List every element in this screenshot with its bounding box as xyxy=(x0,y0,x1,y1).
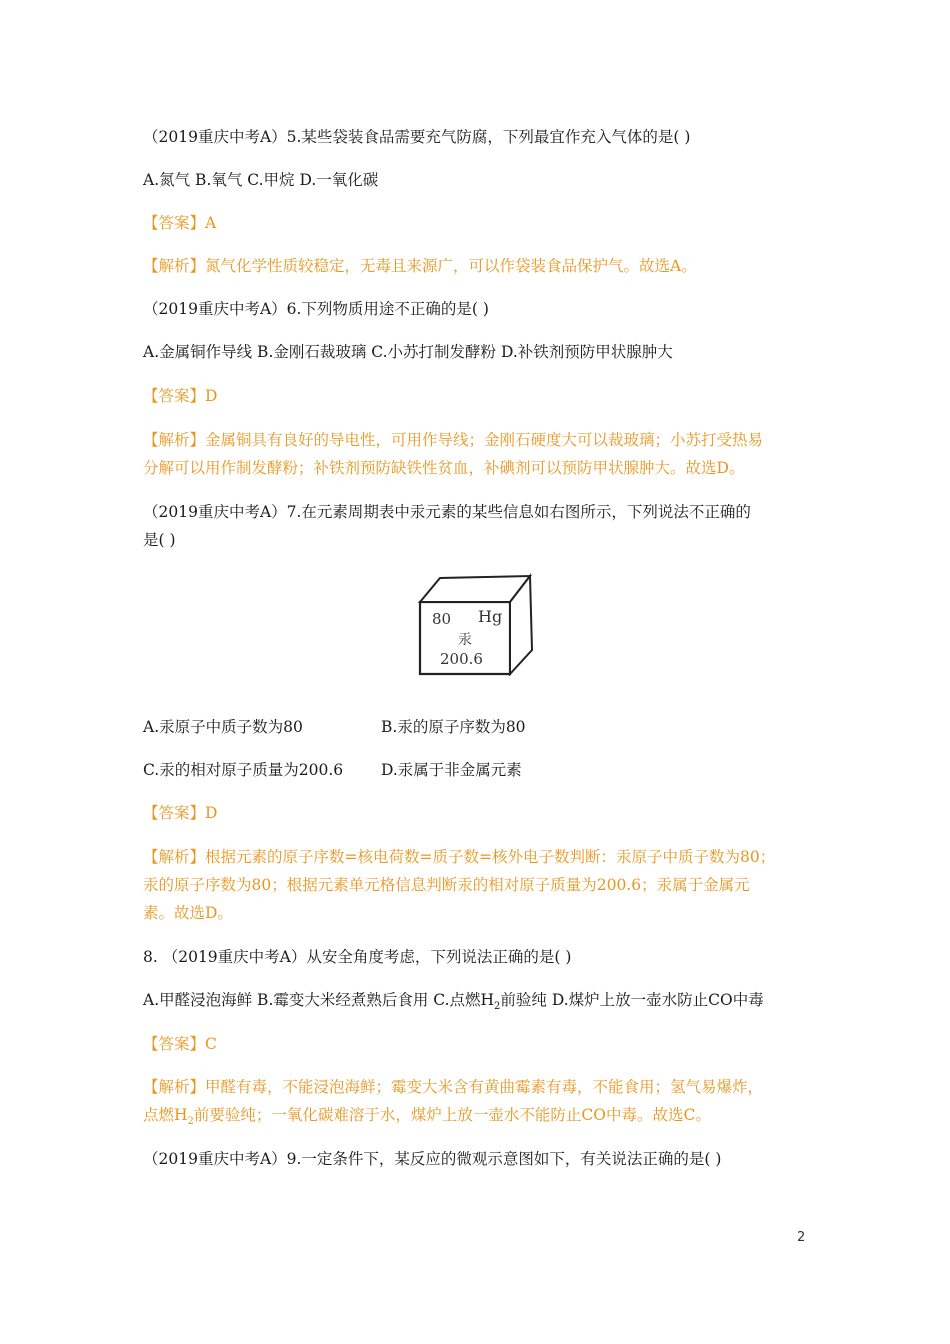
q7-option-b: B.汞的原子序数为80 xyxy=(381,718,526,736)
q8-answer: 【答案】C xyxy=(143,1035,217,1053)
q7-answer: 【答案】D xyxy=(143,804,218,822)
q7-option-a: A.汞原子中质子数为80 xyxy=(143,718,303,736)
q7-stem-line-1: （2019重庆中考A）7.在元素周期表中汞元素的某些信息如右图所示，下列说法不正确的 xyxy=(143,503,751,521)
element-name: 汞 xyxy=(458,632,472,648)
q8-analysis-subscript: 2 xyxy=(187,1116,194,1128)
q5-options: A.氮气 B.氧气 C.甲烷 D.一氧化碳 xyxy=(143,171,379,189)
q7-option-d: D.汞属于非金属元素 xyxy=(381,761,522,779)
q5-answer: 【答案】A xyxy=(143,214,217,232)
mercury-element-cell-figure xyxy=(418,572,536,676)
q7-option-c: C.汞的相对原子质量为200.6 xyxy=(143,761,344,779)
q8-options-subscript: 2 xyxy=(494,1001,501,1013)
q8-analysis-line-2 xyxy=(143,1101,711,1136)
page-number: 2 xyxy=(797,1230,806,1245)
q6-analysis-line-2: 分解可以用作制发酵粉；补铁剂预防缺铁性贫血，补碘剂可以预防甲状腺肿大。故选D。 xyxy=(143,459,745,477)
q6-options: A.金属铜作导线 B.金刚石裁玻璃 C.小苏打制发酵粉 D.补铁剂预防甲状腺肿大 xyxy=(143,343,673,361)
q5-analysis: 【解析】氮气化学性质较稳定，无毒且来源广，可以作袋装食品保护气。故选A。 xyxy=(143,257,697,275)
element-symbol: Hg xyxy=(478,607,503,626)
q7-analysis-line-3: 素。故选D。 xyxy=(143,904,233,922)
q7-analysis-line-1: 【解析】根据元素的原子序数=核电荷数=质子数=核外电子数判断：汞原子中质子数为80； xyxy=(143,848,776,866)
q8-analysis-line-1: 【解析】甲醛有毒，不能浸泡海鲜；霉变大米含有黄曲霉素有毒，不能食用；氢气易爆炸， xyxy=(143,1078,764,1096)
element-mass: 200.6 xyxy=(440,650,483,668)
q7-options-row-1 xyxy=(143,713,526,741)
q8-options xyxy=(143,986,764,1021)
q7-stem-line-2: 是( ) xyxy=(143,531,176,549)
q7-options-row-2 xyxy=(143,756,522,784)
q6-stem: （2019重庆中考A）6.下列物质用途不正确的是( ) xyxy=(143,300,489,318)
element-number: 80 xyxy=(432,610,452,628)
q8-analysis-part-a: 点燃H xyxy=(143,1106,188,1124)
q8-options-part-2: 前验纯 D.煤炉上放一壶水防止CO中毒 xyxy=(500,991,764,1009)
q9-stem: （2019重庆中考A）9.一定条件下，某反应的微观示意图如下，有关说法正确的是( ) xyxy=(143,1150,722,1168)
q6-answer: 【答案】D xyxy=(143,387,218,405)
q5-stem: （2019重庆中考A）5.某些袋装食品需要充气防腐，下列最宜作充入气体的是( ) xyxy=(143,128,691,146)
q8-options-part-1: A.甲醛浸泡海鲜 B.霉变大米经煮熟后食用 C.点燃H xyxy=(143,991,495,1009)
q7-analysis-line-2: 汞的原子序数为80；根据元素单元格信息判断汞的相对原子质量为200.6；汞属于金属元 xyxy=(143,876,750,894)
q8-analysis-part-b: 前要验纯；一氧化碳难溶于水，煤炉上放一壶水不能防止CO中毒。故选C。 xyxy=(193,1106,711,1124)
q6-analysis-line-1: 【解析】金属铜具有良好的导电性，可用作导线；金刚石硬度大可以裁玻璃；小苏打受热易 xyxy=(143,431,764,449)
q8-stem: 8. （2019重庆中考A）从安全角度考虑，下列说法正确的是( ) xyxy=(143,948,572,966)
